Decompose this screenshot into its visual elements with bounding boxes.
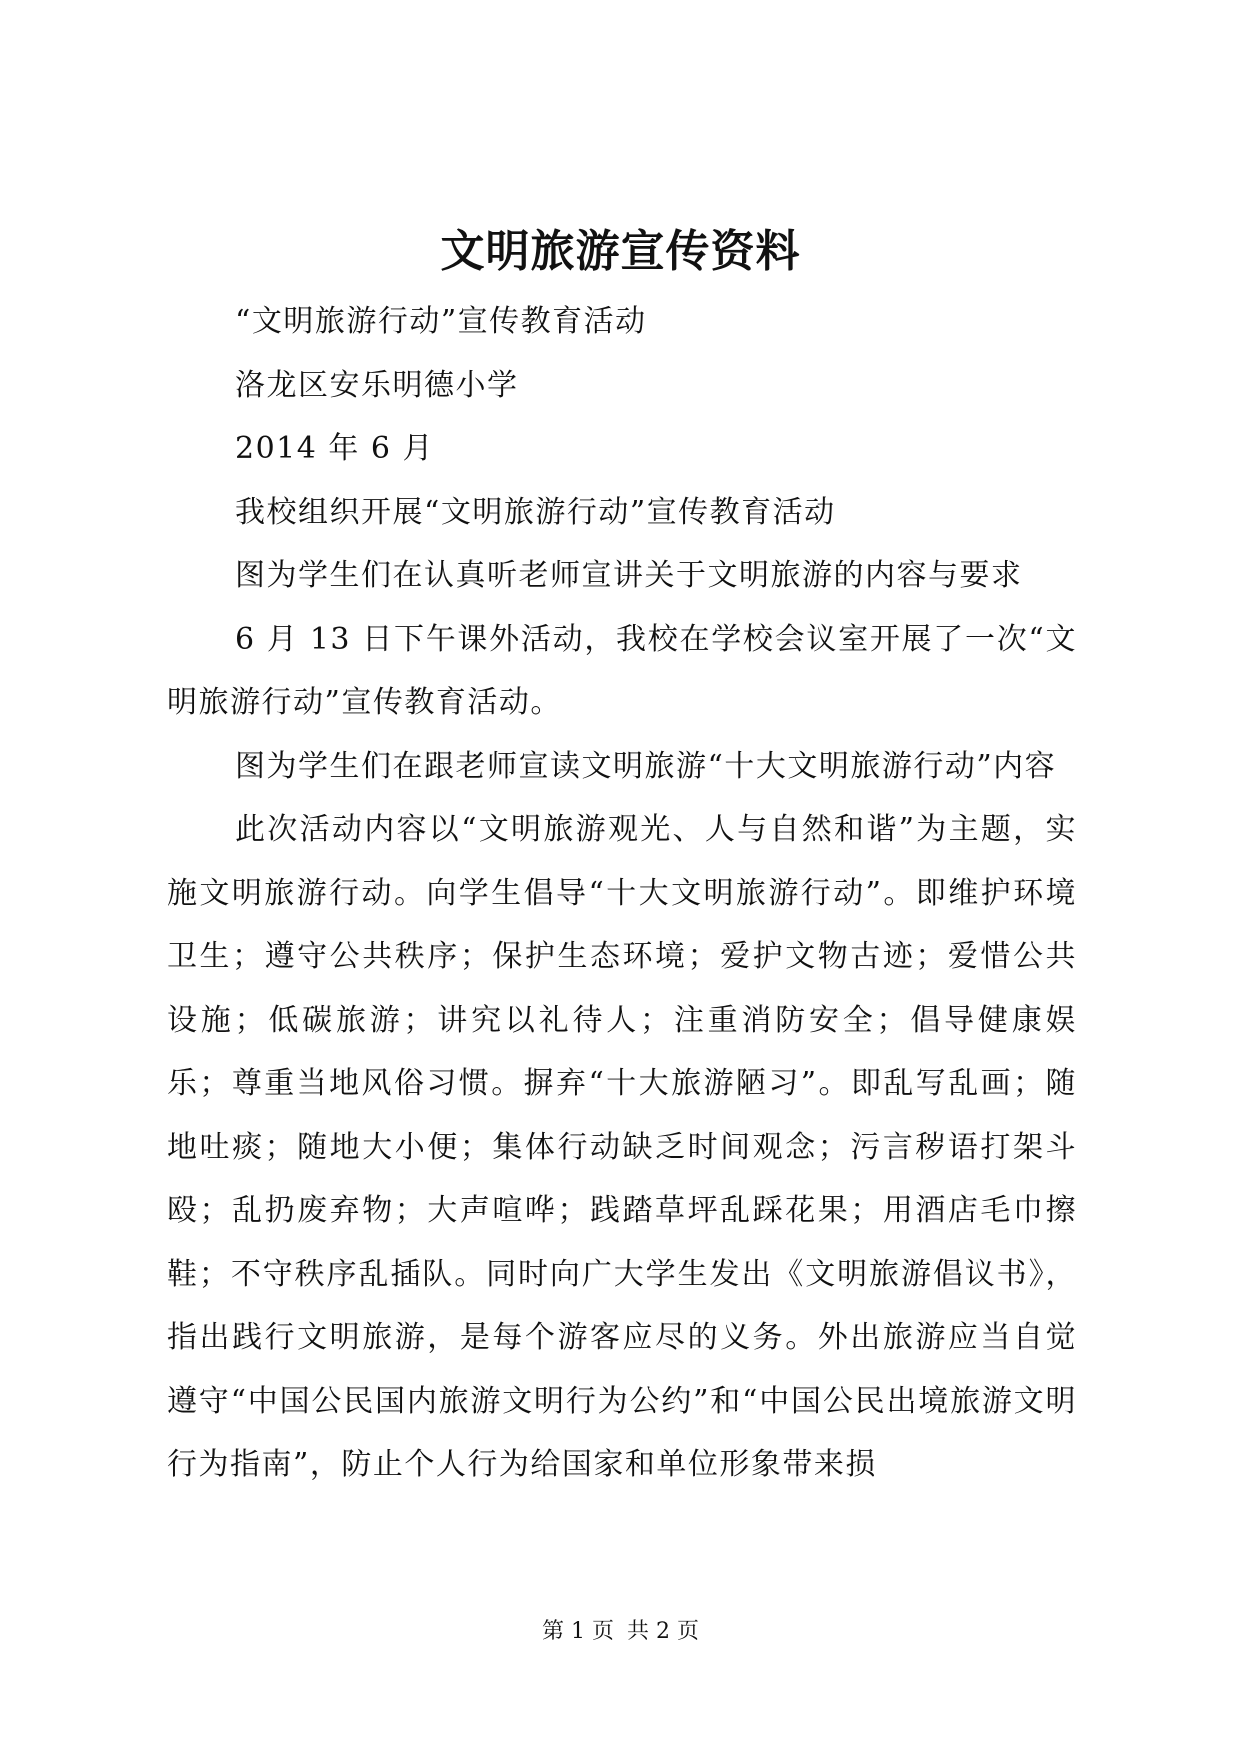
page-number: 第 1 页 (542, 1619, 614, 1644)
page-footer (0, 1617, 1241, 1647)
paragraph-event-description: 6 月 13 日下午课外活动，我校在学校会议室开展了一次“文明旅游行动”宣传教育活动。 (167, 621, 1077, 720)
paragraph-intro: 我校组织开展“文明旅游行动”宣传教育活动 (235, 494, 836, 530)
paragraph-date: 2014 年 6 月 (235, 431, 435, 466)
paragraph-main-content: 此次活动内容以“文明旅游观光、人与自然和谐”为主题，实施文明旅游行动。向学生倡导“十大文明旅游行动”。即维护环境卫生；遵守公共秩序；保护生态环境；爱护文物古迹；爱惜公共设施；低碳旅游；讲究以礼待人；注重消防安全；倡导健康娱乐；尊重当地风俗习惯。摒弃“十大旅游陋习”。即乱写乱画；随地吐痰；随地大小便；集体行动缺乏时间观念；污言秽语打架斗殴；乱扔废弃物；大声喧哗；践踏草坪乱踩花果；用酒店毛巾擦鞋；不守秩序乱插队。同时向广大学生发出《文明旅游倡议书》，指出践行文明旅游，是每个游客应尽的义务。外出旅游应当自觉遵守“中国公民国内旅游文明行为公约”和“中国公民出境旅游文明行为指南”，防止个人行为给国家和单位形象带来损 (167, 812, 1077, 1482)
document-title: 文明旅游宣传资料 (440, 226, 801, 277)
paragraph-activity-name: “文明旅游行动”宣传教育活动 (235, 304, 647, 339)
paragraph-photo-caption-1: 图为学生们在认真听老师宣讲关于文明旅游的内容与要求 (235, 558, 1023, 593)
page-total: 共 2 页 (627, 1619, 699, 1644)
document-body (167, 290, 1077, 1497)
paragraph-school-name: 洛龙区安乐明德小学 (235, 367, 519, 403)
paragraph-photo-caption-2: 图为学生们在跟老师宣读文明旅游“十大文明旅游行动”内容 (235, 748, 1057, 784)
